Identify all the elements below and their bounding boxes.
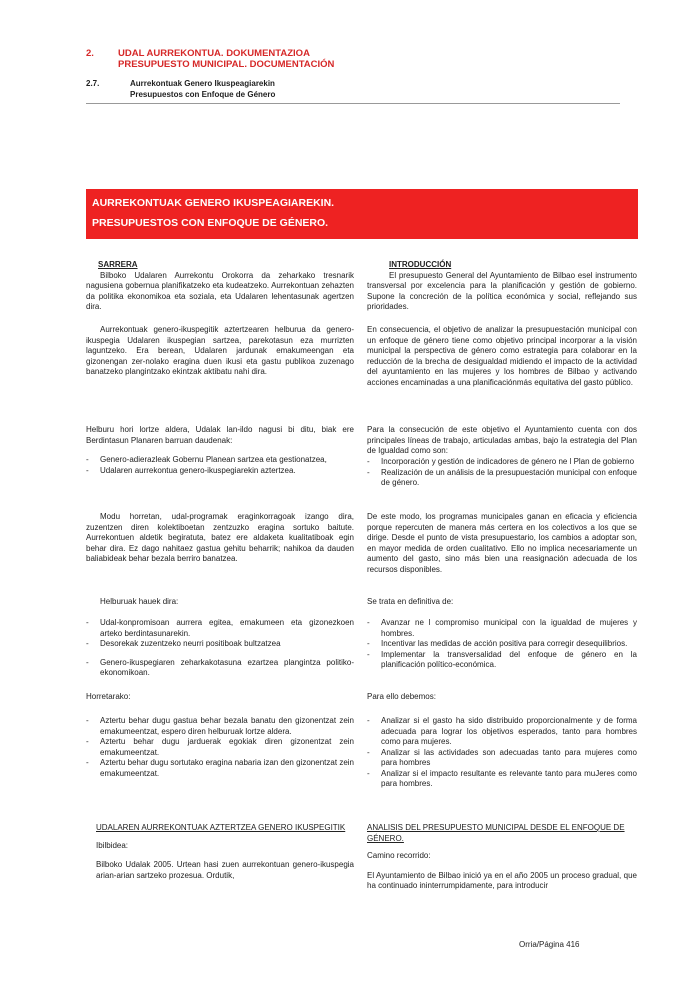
left-intro — [86, 260, 354, 313]
sarrera-heading: SARRERA — [98, 260, 138, 269]
list-item: - Implementar la transversalidad del enfoque de género en la planificación político-económica. — [367, 650, 637, 671]
banner-line-1: AURREKONTUAK GENERO IKUSPEAGIAREKIN. — [92, 197, 335, 209]
left-section-2 — [86, 823, 354, 881]
list-item: - Analizar si el gasto ha sido distribuido proporcionalmente y de forma adecuada para lograr los objetivos esperados, tanto para hombres como para mujeres. — [367, 716, 637, 748]
right-section-2-paragraph: El Ayuntamiento de Bilbao inició ya en el año 2005 un proceso gradual, que ha continuado ininterrumpidamente, para introducir — [367, 870, 637, 890]
list-item: - Incentivar las medidas de acción positiva para corregir desequilibrios. — [367, 639, 637, 650]
left-section-2-paragraph: Bilboko Udalak 2005. Urtean hasi zuen aurrekontuan genero-ikuspegia arian-arian sartzeko prozesua. Ordutik, — [96, 860, 354, 880]
list-item: - Udal-konpromisoan aurrera egitea, emakumeen eta gizonezkoen arteko berdintasunarekin. — [86, 618, 354, 639]
left-paragraph-3: Helburu hori lortze aldera, Udalak lan-ildo nagusi bi ditu, biak ere Berdintasun Planaren barruan daudenak: — [86, 425, 354, 445]
left-paragraph-1: Bilboko Udalaren Aurrekontu Orokorra da zeharkako tresnarik nagusiena gobernua planifikatzeko eta kudeatzeko. Aurrekontuan zehazten da politika ekonomikoa eta soziala, eta Udalaren lehentasunak agertzen dira. — [86, 270, 354, 311]
right-section-2-subtitle: Camino recorrido: — [367, 851, 431, 860]
left-section-2-subtitle: Ibilbidea: — [96, 840, 129, 850]
right-paragraph-6: Para ello debemos: — [367, 692, 436, 701]
right-paragraph-2: En consecuencia, el objetivo de analizar la presupuestación municipal con un enfoque de género tiene como objetivo principal incorporar a la visión municipal la perspectiva de género como estrategia para colaborar en la reducción de la brecha de desigualdad midiendo el impacto de la actividad del ayuntamiento en las mujeres y los hombres de Bilbao y activando acciones encaminadas a una planificaciónmás equitativa del gasto público. — [367, 325, 637, 387]
left-paragraph-2: Aurrekontuak genero-ikuspegitik aztertzearen helburua da genero-ikuspegia Udalaren ikuspegian sartzea, parekotasun eza murrizten laguntzeko. Era berean, Udalaren jardunak emakumeengan eta gizonengan zer-nolako eragina duen ikusi eta gastu publikoa zuzenago banatzeko plangintzako ekintzak aktibatu nahi dira. — [86, 325, 354, 376]
list-item: - Desorekak zuzentzeko neurri positiboak bultzatzea — [86, 639, 354, 650]
right-paragraph-5: Se trata en definitiva de: — [367, 597, 454, 606]
right-section-2 — [367, 823, 637, 892]
right-list-1 — [367, 457, 637, 489]
subsection-number: 2.7. — [86, 79, 100, 88]
list-item: - Analizar si el impacto resultante es relevante tanto para muJeres como para hombres. — [367, 769, 637, 790]
right-paragraph-4: De este modo, los programas municipales ganan en eficacia y eficiencia porque repercuten de manera más certera en los colectivos a los que se dirige. Desde el punto de vista presupuestario, los cambios a adoptar son, en mayor medida de orden cualitativo. Ello no implica necesariamente un aumento del gasto, sino más bien una reasignación adecuada de los recursos disponibles. — [367, 512, 637, 574]
header-divider — [86, 103, 620, 104]
right-paragraph-1: El presupuesto General del Ayuntamiento de Bilbao esel instrumento transversal por excelencia para la planificación y gestión de gobierno. Supone la concreción de la política económica y social, reflejando sus prioridades. — [367, 270, 637, 311]
left-list-1 — [86, 455, 354, 476]
list-item: - Realización de un análisis de la presupuestación municipal con enfoque de género. — [367, 468, 637, 489]
section-number: 2. — [86, 48, 94, 59]
list-item: - Aztertu behar dugu sortutako eragina nabaria izan den gizonentzat zein emakumeentzat. — [86, 758, 354, 779]
left-section-2-title: UDALAREN AURREKONTUAK AZTERTZEA GENERO IKUSPEGITIK — [96, 823, 346, 832]
list-item: - Genero-adierazleak Gobernu Planean sartzea eta gestionatzea, — [86, 455, 354, 466]
title-banner — [86, 189, 638, 239]
list-item: - Udalaren aurrekontua genero-ikuspegiarekin aztertzea. — [86, 466, 354, 477]
section-title: UDAL AURREKONTUA. DOKUMENTAZIOA PRESUPUESTO MUNICIPAL. DOCUMENTACIÓN — [118, 48, 335, 70]
list-item: - Aztertu behar dugu jarduerak egokiak diren gizonentzat zein emakumeentzat. — [86, 737, 354, 758]
right-intro — [367, 260, 637, 313]
list-item: - Incorporación y gestión de indicadores de género ne l Plan de gobierno — [367, 457, 637, 468]
list-item: - Aztertu behar dugu gastua behar bezala banatu den gizonentzat zein emakumeentzat, espero diren helburuak lortze aldera. — [86, 716, 354, 737]
right-paragraph-3: Para la consecución de este objetivo el Ayuntamiento cuenta con dos principales líneas de trabajo, articuladas ambas, bajo la estrategia del Plan de Igualdad como son: — [367, 425, 637, 455]
right-list-2 — [367, 618, 637, 671]
left-list-2 — [86, 618, 354, 679]
introduccion-heading: INTRODUCCIÓN — [389, 260, 452, 269]
left-paragraph-4: Modu horretan, udal-programak eraginkorragoak izango dira, zuzentzen diren kolektiboetan zentzuzko eragina sortuko baitute. Aurrekontuen aldetik begiratuta, batez ere aldaketa kualitatiboak egin behar dira. Ez dago nahitaez gastua gehitu beharrik; nahikoa da dauden baliabideak behar bezala berriro banatzea. — [86, 512, 354, 563]
left-paragraph-5: Helburuak hauek dira: — [100, 597, 179, 606]
left-list-3 — [86, 716, 354, 779]
list-item: - Analizar si las actividades son adecuadas tanto para mujeres como para hombres — [367, 748, 637, 769]
right-list-3 — [367, 716, 637, 790]
subsection-title: Aurrekontuak Genero Ikuspeagiarekin Presupuestos con Enfoque de Género — [130, 79, 276, 99]
banner-line-2: PRESUPUESTOS CON ENFOQUE DE GÉNERO. — [92, 217, 329, 229]
right-section-2-title: ANALISIS DEL PRESUPUESTO MUNICIPAL DESDE EL ENFOQUE DE GÉNERO. — [367, 823, 625, 843]
list-item: - Avanzar ne l compromiso municipal con la igualdad de mujeres y hombres. — [367, 618, 637, 639]
page-number: Orria/Página 416 — [519, 940, 580, 949]
left-paragraph-6: Horretarako: — [86, 692, 131, 701]
list-item: - Genero-ikuspegiaren zeharkakotasuna ezartzea plangintza politiko-ekonomikoan. — [86, 658, 354, 679]
